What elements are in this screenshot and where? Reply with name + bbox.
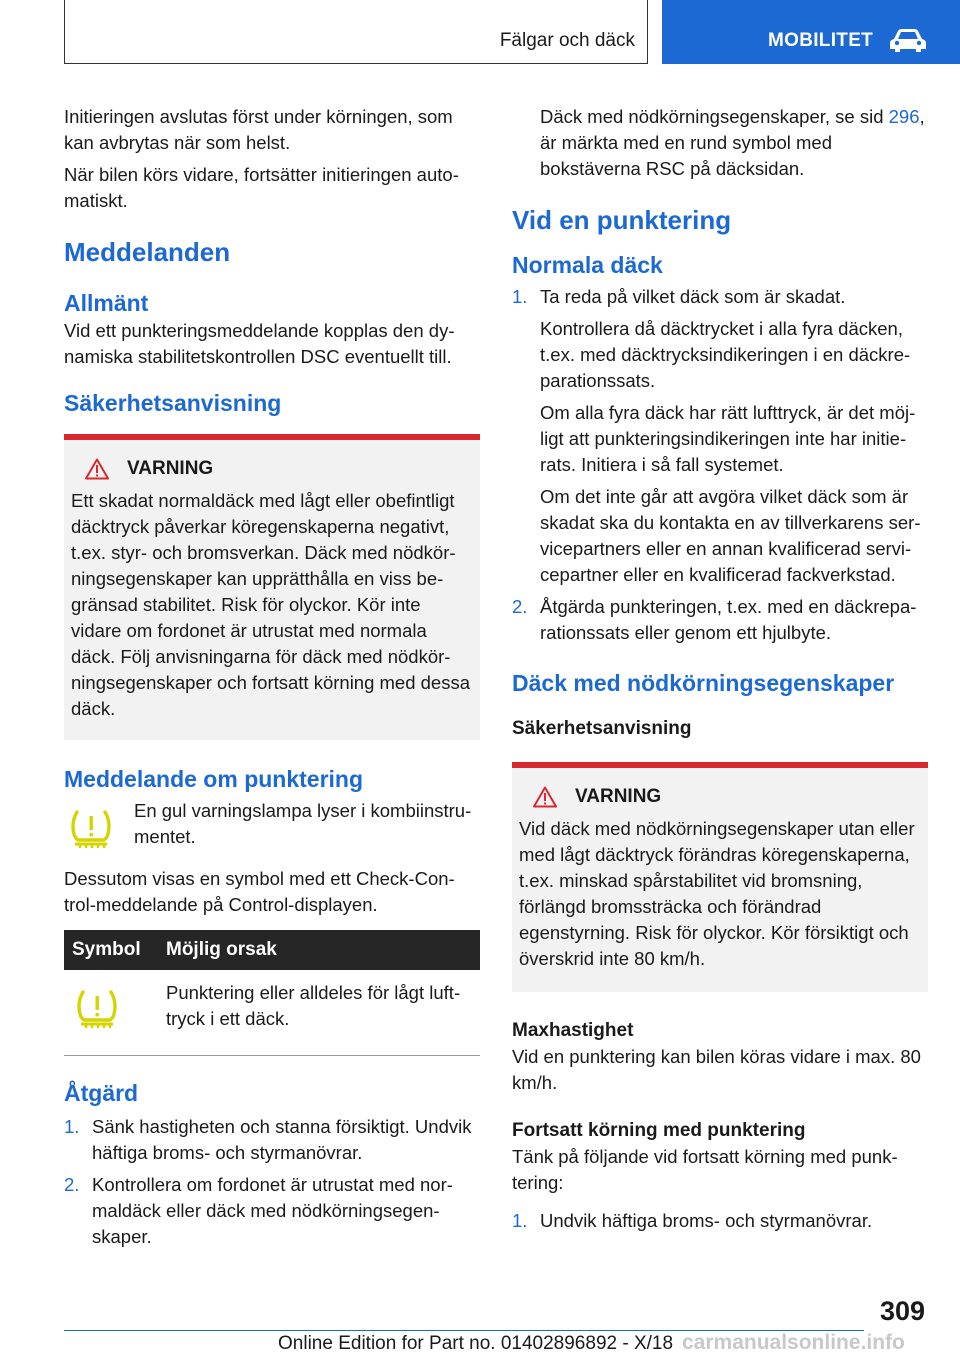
tire-pressure-warning-icon xyxy=(68,806,114,850)
heading-sakerhetsanvisning: Säkerhetsanvisning xyxy=(64,390,282,416)
page-reference-link[interactable]: 296 xyxy=(888,106,920,127)
list-number: 1. xyxy=(512,286,528,307)
paragraph-rsc xyxy=(540,104,928,182)
paragraph-maxhastighet: Vid en punktering kan bilen köras vidare i max. 80 km/h. xyxy=(512,1046,921,1093)
heading-meddelande-punktering: Meddelande om punktering xyxy=(64,766,364,792)
paragraph-allmant: Vid ett punkteringsmeddelande kopplas den dynamiska stabilitetskontrollen DSC eventuellt till. xyxy=(64,320,455,367)
warning-box xyxy=(64,434,480,740)
list-subparagraph: Om alla fyra däck har rätt lufttryck, är det möjligt att punkteringsindikeringen inte har initierats. Initiera i så fall systemet. xyxy=(540,402,916,475)
list-text: Ta reda på vilket däck som är skadat. xyxy=(540,286,846,307)
list-number: 2. xyxy=(64,1174,80,1195)
section-title: Fälgar och däck xyxy=(499,30,635,51)
paragraph-lampa: En gul varningslampa lyser i kombiinstrumentet. xyxy=(134,800,472,847)
list-number: 2. xyxy=(512,596,528,617)
footer-edition: Online Edition for Part no. 01402896892 - X/18 xyxy=(278,1333,674,1354)
list-text: Undvik häftiga broms- och styrmanövrar. xyxy=(540,1210,873,1231)
tire-pressure-warning-icon xyxy=(74,986,120,1030)
warning-title-text: VARNING xyxy=(127,458,214,479)
warning-title xyxy=(533,786,918,808)
paragraph-fortsatt: Tänk på följande vid fortsatt körning med punktering: xyxy=(512,1146,898,1193)
heading-allmant: Allmänt xyxy=(64,290,149,316)
table-header-cause: Möjlig orsak xyxy=(158,930,480,970)
header-section-box xyxy=(64,0,648,64)
list-item xyxy=(512,284,928,310)
warning-box xyxy=(512,762,928,992)
normala-list xyxy=(512,284,928,646)
heading-vid-en-punktering: Vid en punktering xyxy=(512,205,732,235)
list-text: Sänk hastigheten och stanna försiktigt. Undvik häftiga broms- och styrmanövrar. xyxy=(92,1116,472,1163)
heading-atgard: Åtgärd xyxy=(64,1080,139,1106)
warning-title xyxy=(85,458,470,480)
watermark: carmanualsonline.info xyxy=(682,1331,905,1354)
list-text: Kontrollera om fordonet är utrustat med normaldäck eller däck med nödkörningsegenskaper. xyxy=(92,1174,453,1247)
list-text: Åtgärda punkteringen, t.ex. med en däckreparationssats eller genom ett hjulbyte. xyxy=(540,596,917,643)
heading-dack-nodkorning: Däck med nödkörningsegenskaper xyxy=(512,670,895,696)
warning-triangle-icon xyxy=(533,786,557,808)
right-column xyxy=(512,104,928,1234)
list-subparagraph: Kontrollera då däcktrycket i alla fyra däcken, t.ex. med däcktrycksindikeringen i en däckreparationssats. xyxy=(540,318,911,391)
paragraph-dessutom: Dessutom visas en symbol med ett Check-Control-meddelande på Control-displayen. xyxy=(64,868,455,915)
table-cell-cause: Punktering eller alldeles för lågt lufttryck i ett däck. xyxy=(158,970,480,1056)
heading-meddelanden: Meddelanden xyxy=(64,237,231,267)
list-number: 1. xyxy=(512,1210,528,1231)
chapter-tab[interactable] xyxy=(662,0,960,64)
left-column xyxy=(64,104,480,1250)
heading-normala-dack: Normala däck xyxy=(512,252,663,278)
rsc-text-end: , är märkta med en rund symbol med bokstäverna RSC på däcksidan. xyxy=(540,106,925,179)
heading-fortsatt-korning: Fortsatt körning med punktering xyxy=(512,1120,806,1141)
table-header-symbol: Symbol xyxy=(64,930,158,970)
list-number: 1. xyxy=(64,1116,80,1137)
paragraph-initiering: Initieringen avslutas först under körningen, som kan avbrytas när som helst. xyxy=(64,106,453,153)
lamp-description xyxy=(64,798,480,850)
paragraph-fortsatter: När bilen körs vidare, fortsätter initieringen automatiskt. xyxy=(64,164,459,211)
table-header-row xyxy=(64,930,480,970)
warning-triangle-icon xyxy=(85,458,109,480)
warning-text: Vid däck med nödkörningsegenskaper utan eller med lågt däcktryck förändras köregenskaperna, t.ex. minskad spårstabilitet vid bromsning, förlängd bromssträcka och förändrad egenstyrning. Risk för olyckor. Kör försiktigt och överskrid inte 80 km/h. xyxy=(519,818,915,969)
chapter-label: MOBILITET xyxy=(768,30,874,51)
list-item xyxy=(512,1208,928,1234)
list-item xyxy=(512,594,928,646)
car-icon xyxy=(888,27,928,53)
list-item xyxy=(64,1114,480,1166)
heading-maxhastighet: Maxhastighet xyxy=(512,1020,634,1041)
table-row xyxy=(64,970,480,1056)
rsc-text-start: Däck med nödkörningsegenskaper, se sid xyxy=(540,106,889,127)
heading-sakerhetsanvisning-2: Säkerhetsanvisning xyxy=(512,718,692,739)
list-item xyxy=(64,1172,480,1250)
table-cell-symbol xyxy=(64,970,158,1056)
list-subparagraph: Om det inte går att avgöra vilket däck som är skadat ska du kontakta en av tillverkarens servicepartners eller en annan kvalificerad servicepartner eller en kvalificerad fackverkstad. xyxy=(540,486,921,585)
atgard-list xyxy=(64,1114,480,1250)
warning-text: Ett skadat normaldäck med lågt eller obefintligt däcktryck påverkar köregenskaperna negativt, t.ex. styr- och bromsverkan. Däck med nödkörningsegenskaper kan upprätthålla en viss begränsad stabilitet. Risk för olyckor. Kör inte vidare om fordonet är utrustat med normala däck. Följ anvisningarna för däck med nödkörningsegenskaper och fortsatt körning med dessa däck. xyxy=(71,490,471,719)
warning-title-text: VARNING xyxy=(575,786,662,807)
symbol-table xyxy=(64,930,480,1056)
page-number: 309 xyxy=(880,1296,926,1326)
